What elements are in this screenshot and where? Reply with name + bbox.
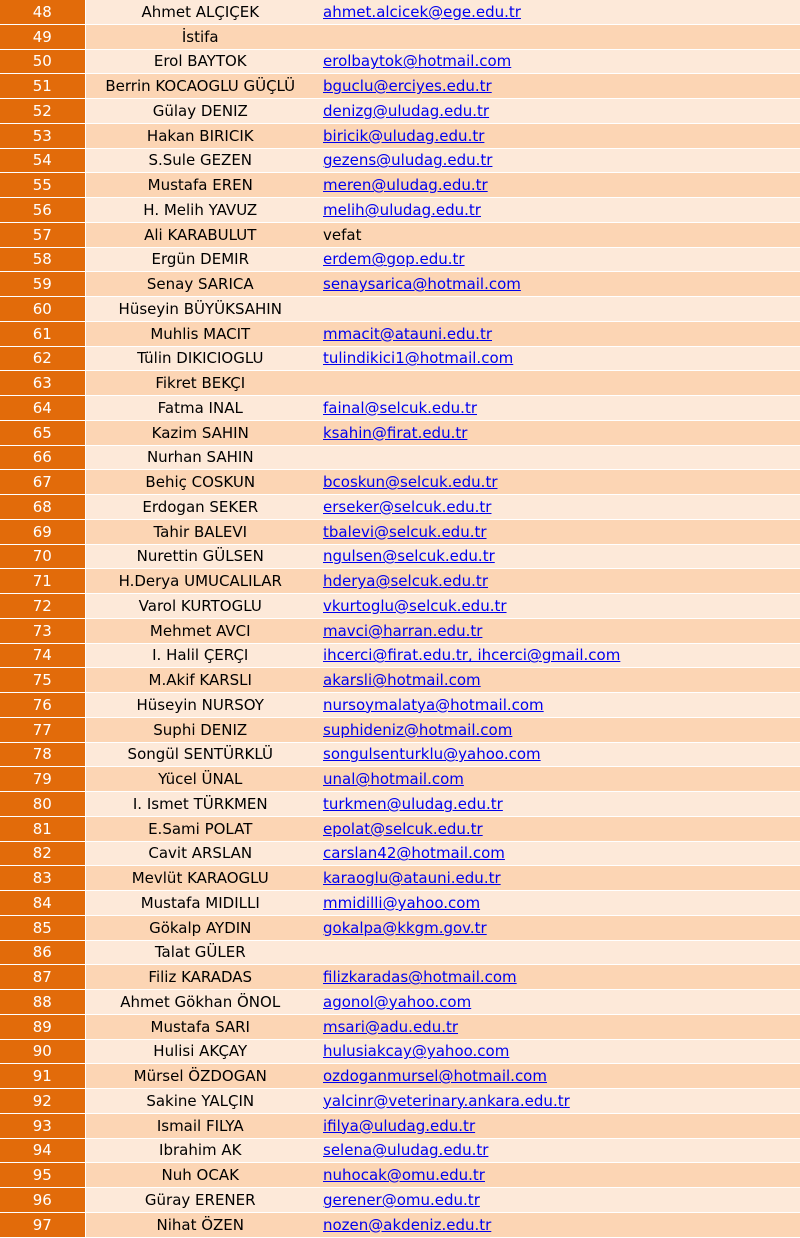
contact-cell — [315, 371, 800, 396]
email-link[interactable]: gerener@omu.edu.tr — [323, 1190, 480, 1209]
email-link[interactable]: nuhocak@omu.edu.tr — [323, 1166, 485, 1185]
row-number: 50 — [0, 49, 85, 74]
contact-cell — [315, 1039, 800, 1064]
row-number: 80 — [0, 792, 85, 817]
member-name: Mustafa MIDILLI — [85, 891, 315, 916]
table-row — [0, 198, 800, 223]
email-link[interactable]: tbalevi@selcuk.edu.tr — [323, 522, 487, 541]
email-link[interactable]: tulindikici1@hotmail.com — [323, 349, 514, 368]
member-name: Hüseyin BÜYÜKSAHIN — [85, 297, 315, 322]
email-link[interactable]: suphideniz@hotmail.com — [323, 720, 513, 739]
table-row — [0, 173, 800, 198]
member-name: H.Derya UMUCALILAR — [85, 569, 315, 594]
member-name: S.Sule GEZEN — [85, 148, 315, 173]
member-name: Mustafa SARI — [85, 1014, 315, 1039]
email-link[interactable]: denizg@uludag.edu.tr — [323, 101, 490, 120]
email-link[interactable]: yalcinr@veterinary.ankara.edu.tr — [323, 1091, 570, 1110]
table-row — [0, 247, 800, 272]
member-name: H. Melih YAVUZ — [85, 198, 315, 223]
table-row — [0, 1212, 800, 1237]
email-link[interactable]: senaysarica@hotmail.com — [323, 275, 521, 294]
contact-cell — [315, 1163, 800, 1188]
table-row — [0, 1014, 800, 1039]
email-link[interactable]: akarsli@hotmail.com — [323, 671, 481, 690]
contact-cell — [315, 668, 800, 693]
email-link[interactable]: karaoglu@atauni.edu.tr — [323, 869, 501, 888]
row-number: 77 — [0, 717, 85, 742]
member-name: Suphi DENIZ — [85, 717, 315, 742]
contact-cell — [315, 742, 800, 767]
member-name: Sakine YALÇIN — [85, 1089, 315, 1114]
table-row — [0, 915, 800, 940]
contact-cell — [315, 1188, 800, 1213]
contact-cell — [315, 965, 800, 990]
contact-cell — [315, 123, 800, 148]
row-number: 84 — [0, 891, 85, 916]
row-number: 72 — [0, 594, 85, 619]
row-number: 54 — [0, 148, 85, 173]
contact-cell — [315, 148, 800, 173]
row-number: 51 — [0, 74, 85, 99]
row-number: 87 — [0, 965, 85, 990]
table-row — [0, 371, 800, 396]
table-row — [0, 866, 800, 891]
contact-cell — [315, 841, 800, 866]
row-number: 64 — [0, 396, 85, 421]
table-row — [0, 643, 800, 668]
member-name: İstifa — [85, 24, 315, 49]
email-link[interactable]: turkmen@uludag.edu.tr — [323, 794, 503, 813]
member-name: Gökalp AYDIN — [85, 915, 315, 940]
contact-cell — [315, 891, 800, 916]
row-number: 56 — [0, 198, 85, 223]
contact-cell — [315, 618, 800, 643]
member-name: Nurettin GÜLSEN — [85, 544, 315, 569]
contact-cell — [315, 321, 800, 346]
contact-cell — [315, 470, 800, 495]
contact-cell — [315, 0, 800, 24]
contact-cell — [315, 866, 800, 891]
row-number: 81 — [0, 816, 85, 841]
member-name: Hüseyin NURSOY — [85, 693, 315, 718]
row-number: 61 — [0, 321, 85, 346]
row-number: 65 — [0, 420, 85, 445]
row-number: 76 — [0, 693, 85, 718]
contact-cell — [315, 198, 800, 223]
contact-cell — [315, 569, 800, 594]
member-name: I. Ismet TÜRKMEN — [85, 792, 315, 817]
email-link[interactable]: mavci@harran.edu.tr — [323, 621, 483, 640]
row-number: 68 — [0, 495, 85, 520]
contact-cell — [315, 396, 800, 421]
email-link[interactable]: epolat@selcuk.edu.tr — [323, 819, 483, 838]
table-row — [0, 891, 800, 916]
member-name: M.Akif KARSLI — [85, 668, 315, 693]
contact-cell — [315, 940, 800, 965]
member-name: Mehmet AVCI — [85, 618, 315, 643]
member-name: Fikret BEKÇI — [85, 371, 315, 396]
table-row — [0, 74, 800, 99]
row-number: 91 — [0, 1064, 85, 1089]
table-row — [0, 346, 800, 371]
table-row — [0, 420, 800, 445]
contact-cell — [315, 1113, 800, 1138]
contact-cell — [315, 247, 800, 272]
row-number: 69 — [0, 519, 85, 544]
member-name: Ahmet Gökhan ÖNOL — [85, 990, 315, 1015]
row-number: 49 — [0, 24, 85, 49]
member-name: Ibrahim AK — [85, 1138, 315, 1163]
table-row — [0, 396, 800, 421]
member-name: Hulisi AKÇAY — [85, 1039, 315, 1064]
row-number: 58 — [0, 247, 85, 272]
row-number: 93 — [0, 1113, 85, 1138]
row-number: 90 — [0, 1039, 85, 1064]
member-name: Nihat ÖZEN — [85, 1212, 315, 1237]
table-row — [0, 544, 800, 569]
row-number: 85 — [0, 915, 85, 940]
table-row — [0, 990, 800, 1015]
table-row — [0, 1113, 800, 1138]
table-row — [0, 594, 800, 619]
row-number: 53 — [0, 123, 85, 148]
email-link[interactable]: hderya@selcuk.edu.tr — [323, 572, 488, 591]
email-link[interactable]: mmidilli@yahoo.com — [323, 893, 481, 912]
email-link[interactable]: erdem@gop.edu.tr — [323, 250, 465, 269]
member-name: Hakan BIRICIK — [85, 123, 315, 148]
member-name: Nurhan SAHIN — [85, 445, 315, 470]
contact-cell — [315, 99, 800, 124]
table-row — [0, 693, 800, 718]
email-link[interactable]: hulusiakcay@yahoo.com — [323, 1042, 510, 1061]
contact-cell — [315, 792, 800, 817]
member-name: Erdogan SEKER — [85, 495, 315, 520]
table-row — [0, 1089, 800, 1114]
row-number: 83 — [0, 866, 85, 891]
row-number: 52 — [0, 99, 85, 124]
email-link[interactable]: biricik@uludag.edu.tr — [323, 126, 485, 145]
member-name: Güray ERENER — [85, 1188, 315, 1213]
email-link[interactable]: melih@uludag.edu.tr — [323, 200, 481, 219]
member-name: Gülay DENIZ — [85, 99, 315, 124]
table-row — [0, 99, 800, 124]
email-link[interactable]: filizkaradas@hotmail.com — [323, 968, 517, 987]
table-row — [0, 49, 800, 74]
status-note: vefat — [323, 225, 362, 244]
row-number: 71 — [0, 569, 85, 594]
member-name: Filiz KARADAS — [85, 965, 315, 990]
email-link[interactable]: selena@uludag.edu.tr — [323, 1141, 489, 1160]
contact-cell — [315, 173, 800, 198]
row-number: 96 — [0, 1188, 85, 1213]
member-name: Mürsel ÖZDOGAN — [85, 1064, 315, 1089]
member-name: Yücel ÜNAL — [85, 767, 315, 792]
email-link[interactable]: ifilya@uludag.edu.tr — [323, 1116, 476, 1135]
row-number: 62 — [0, 346, 85, 371]
row-number: 92 — [0, 1089, 85, 1114]
email-link[interactable]: fainal@selcuk.edu.tr — [323, 398, 477, 417]
table-row — [0, 717, 800, 742]
email-link[interactable]: erseker@selcuk.edu.tr — [323, 497, 492, 516]
row-number: 67 — [0, 470, 85, 495]
member-name: Berrin KOCAOGLU GÜÇLÜ — [85, 74, 315, 99]
member-name: Ismail FILYA — [85, 1113, 315, 1138]
table-row — [0, 297, 800, 322]
contact-cell — [315, 24, 800, 49]
email-link[interactable]: gezens@uludag.edu.tr — [323, 151, 493, 170]
row-number: 88 — [0, 990, 85, 1015]
table-row — [0, 668, 800, 693]
member-name: Erol BAYTOK — [85, 49, 315, 74]
member-name: Mustafa EREN — [85, 173, 315, 198]
member-name: Fatma INAL — [85, 396, 315, 421]
table-row — [0, 0, 800, 24]
member-name: Muhlis MACIT — [85, 321, 315, 346]
email-link[interactable]: meren@uludag.edu.tr — [323, 176, 488, 195]
table-row — [0, 470, 800, 495]
table-row — [0, 618, 800, 643]
row-number: 74 — [0, 643, 85, 668]
email-link[interactable]: agonol@yahoo.com — [323, 992, 472, 1011]
row-number: 86 — [0, 940, 85, 965]
row-number: 70 — [0, 544, 85, 569]
contact-cell — [315, 74, 800, 99]
contact-cell — [315, 915, 800, 940]
member-name: Ergün DEMIR — [85, 247, 315, 272]
row-number: 79 — [0, 767, 85, 792]
table-row — [0, 816, 800, 841]
member-name: E.Sami POLAT — [85, 816, 315, 841]
table-row — [0, 519, 800, 544]
contact-cell — [315, 767, 800, 792]
row-number: 73 — [0, 618, 85, 643]
row-number: 97 — [0, 1212, 85, 1237]
row-number: 82 — [0, 841, 85, 866]
table-row — [0, 1163, 800, 1188]
email-link[interactable]: ksahin@firat.edu.tr — [323, 423, 468, 442]
row-number: 94 — [0, 1138, 85, 1163]
email-link[interactable]: carslan42@hotmail.com — [323, 844, 505, 863]
email-link[interactable]: msari@adu.edu.tr — [323, 1017, 459, 1036]
table-row — [0, 148, 800, 173]
member-name: Senay SARICA — [85, 272, 315, 297]
member-name: Tülin DIKICIOGLU — [85, 346, 315, 371]
email-link[interactable]: ihcerci@firat.edu.tr, ihcerci@gmail.com — [323, 646, 621, 665]
table-row — [0, 841, 800, 866]
email-link[interactable]: unal@hotmail.com — [323, 770, 464, 789]
member-name: Behiç COSKUN — [85, 470, 315, 495]
table-row — [0, 742, 800, 767]
contact-cell — [315, 1089, 800, 1114]
email-link[interactable]: ozdoganmursel@hotmail.com — [323, 1067, 547, 1086]
row-number: 75 — [0, 668, 85, 693]
contact-cell — [315, 1014, 800, 1039]
contact-cell — [315, 544, 800, 569]
table-row — [0, 123, 800, 148]
member-name: Talat GÜLER — [85, 940, 315, 965]
email-link[interactable]: mmacit@atauni.edu.tr — [323, 324, 492, 343]
member-name: Varol KURTOGLU — [85, 594, 315, 619]
table-row — [0, 321, 800, 346]
email-link[interactable]: vkurtoglu@selcuk.edu.tr — [323, 596, 507, 615]
email-link[interactable]: nursoymalatya@hotmail.com — [323, 695, 544, 714]
row-number: 60 — [0, 297, 85, 322]
table-row — [0, 1138, 800, 1163]
email-link[interactable]: bcoskun@selcuk.edu.tr — [323, 473, 498, 492]
member-name: Songül SENTÜRKLÜ — [85, 742, 315, 767]
contact-cell — [315, 297, 800, 322]
table-row — [0, 965, 800, 990]
table-row — [0, 1188, 800, 1213]
email-link[interactable]: erolbaytok@hotmail.com — [323, 52, 512, 71]
contact-cell — [315, 519, 800, 544]
table-row — [0, 222, 800, 247]
contact-cell — [315, 1064, 800, 1089]
table-row — [0, 495, 800, 520]
row-number: 78 — [0, 742, 85, 767]
row-number: 95 — [0, 1163, 85, 1188]
email-link[interactable]: ahmet.alcicek@ege.edu.tr — [323, 2, 521, 21]
contact-cell — [315, 816, 800, 841]
member-name: I. Halil ÇERÇI — [85, 643, 315, 668]
row-number: 89 — [0, 1014, 85, 1039]
contact-cell — [315, 346, 800, 371]
member-name: Ali KARABULUT — [85, 222, 315, 247]
contact-cell — [315, 222, 800, 247]
contact-cell — [315, 594, 800, 619]
row-number: 48 — [0, 0, 85, 24]
table-row — [0, 940, 800, 965]
table-row — [0, 792, 800, 817]
row-number: 55 — [0, 173, 85, 198]
contact-cell — [315, 717, 800, 742]
email-link[interactable]: gokalpa@kkgm.gov.tr — [323, 918, 487, 937]
row-number: 66 — [0, 445, 85, 470]
table-row — [0, 1039, 800, 1064]
table-row — [0, 569, 800, 594]
contact-cell — [315, 643, 800, 668]
table-row — [0, 445, 800, 470]
row-number: 63 — [0, 371, 85, 396]
contact-cell — [315, 420, 800, 445]
table-row — [0, 767, 800, 792]
contact-cell — [315, 272, 800, 297]
contact-cell — [315, 445, 800, 470]
member-name: Cavit ARSLAN — [85, 841, 315, 866]
member-name: Ahmet ALÇIÇEK — [85, 0, 315, 24]
contact-cell — [315, 495, 800, 520]
member-name: Kazim SAHIN — [85, 420, 315, 445]
table-row — [0, 24, 800, 49]
email-link[interactable]: songulsenturklu@yahoo.com — [323, 745, 541, 764]
row-number: 59 — [0, 272, 85, 297]
member-name: Nuh OCAK — [85, 1163, 315, 1188]
contact-cell — [315, 1212, 800, 1237]
contact-cell — [315, 1138, 800, 1163]
contact-cell — [315, 49, 800, 74]
member-name: Mevlüt KARAOGLU — [85, 866, 315, 891]
email-link[interactable]: ngulsen@selcuk.edu.tr — [323, 547, 495, 566]
table-row — [0, 1064, 800, 1089]
email-link[interactable]: bguclu@erciyes.edu.tr — [323, 77, 492, 96]
contact-cell — [315, 693, 800, 718]
row-number: 57 — [0, 222, 85, 247]
email-link[interactable]: nozen@akdeniz.edu.tr — [323, 1215, 492, 1234]
member-name: Tahir BALEVI — [85, 519, 315, 544]
contact-cell — [315, 990, 800, 1015]
table-row — [0, 272, 800, 297]
